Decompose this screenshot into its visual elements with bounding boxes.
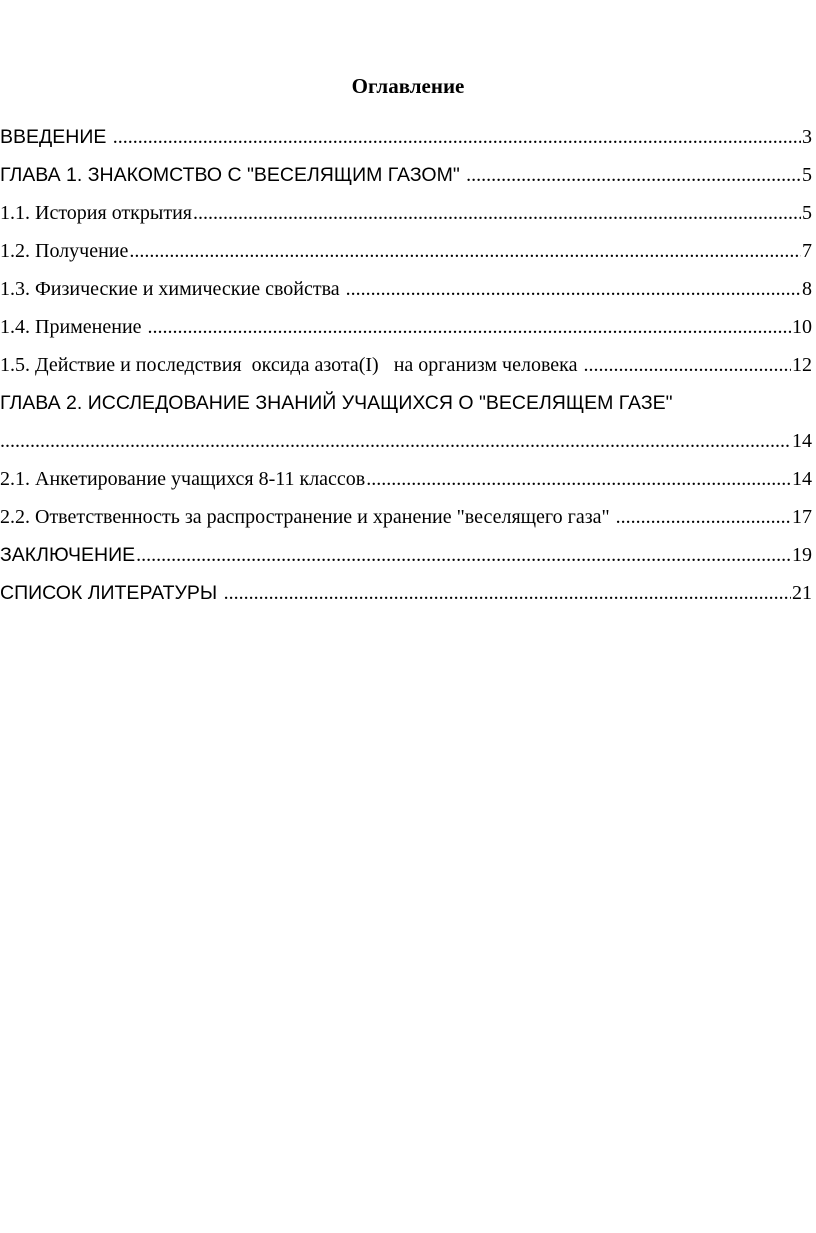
toc-entry-page-number: 14 [792,468,812,490]
toc-entry-label: ВВЕДЕНИЕ [0,126,112,148]
toc-entry-page-number: 5 [802,202,812,224]
toc-entry-label: СПИСОК ЛИТЕРАТУРЫ [0,582,223,604]
toc-entry-label: ЗАКЛЮЧЕНИЕ [0,544,136,566]
toc-title: Оглавление [351,74,465,98]
toc-entry-section-2-2[interactable] [0,498,816,536]
dot-leader [346,270,801,308]
toc-entry-page-number: 14 [792,430,812,452]
toc-entry-section-2-1[interactable] [0,460,816,498]
toc-entry-page-number: 5 [802,164,812,186]
dot-leader [129,232,801,270]
toc-entry-chapter-1[interactable] [0,156,816,194]
toc-entry-page-number: 8 [802,278,812,300]
toc-entry-section-1-5[interactable] [0,346,816,384]
toc-entry-label: 2.1. Анкетирование учащихся 8-11 классов [0,468,366,490]
dot-leader [224,574,791,612]
toc-entry-introduction[interactable] [0,118,816,156]
toc-entry-label: 1.4. Применение [0,316,147,338]
toc-entry-label: 1.2. Получение [0,240,129,262]
toc-entry-section-1-1[interactable] [0,194,816,232]
toc-entry-page-number: 7 [802,240,812,262]
toc-entry-references[interactable] [0,574,816,612]
toc-entry-section-1-2[interactable] [0,232,816,270]
toc-entry-label: ГЛАВА 1. ЗНАКОМСТВО С "ВЕСЕЛЯЩИМ ГАЗОМ" [0,164,466,186]
toc-entry-page-number: 10 [792,316,812,338]
toc-entry-page-number: 21 [792,582,812,604]
toc-entry-section-1-4[interactable] [0,308,816,346]
dot-leader [0,422,791,460]
toc-entry-conclusion[interactable] [0,536,816,574]
toc-entry-section-1-3[interactable] [0,270,816,308]
toc-entry-label: 2.2. Ответственность за распространение и хранение "веселящего газа" [0,506,615,528]
toc-list [0,118,816,612]
toc-entry-page-number: 3 [802,126,812,148]
toc-entry-page-number: 19 [792,544,812,566]
toc-entry-chapter-2[interactable] [0,384,816,460]
dot-leader [193,194,801,232]
toc-entry-label: 1.3. Физические и химические свойства [0,278,345,300]
toc-entry-page-number: 12 [792,354,812,376]
dot-leader [366,460,791,498]
toc-entry-label: 1.5. Действие и последствия оксида азота(I) на организм человека [0,354,583,376]
dot-leader [148,308,791,346]
dot-leader [136,536,791,574]
toc-entry-label: ГЛАВА 2. ИССЛЕДОВАНИЕ ЗНАНИЙ УЧАЩИХСЯ О "ВЕСЕЛЯЩЕМ ГАЗЕ" [0,392,673,414]
dot-leader [616,498,791,536]
dot-leader [466,156,801,194]
toc-entry-label: 1.1. История открытия [0,202,192,224]
toc-entry-page-number: 17 [792,506,812,528]
dot-leader [583,346,791,384]
dot-leader [113,118,801,156]
